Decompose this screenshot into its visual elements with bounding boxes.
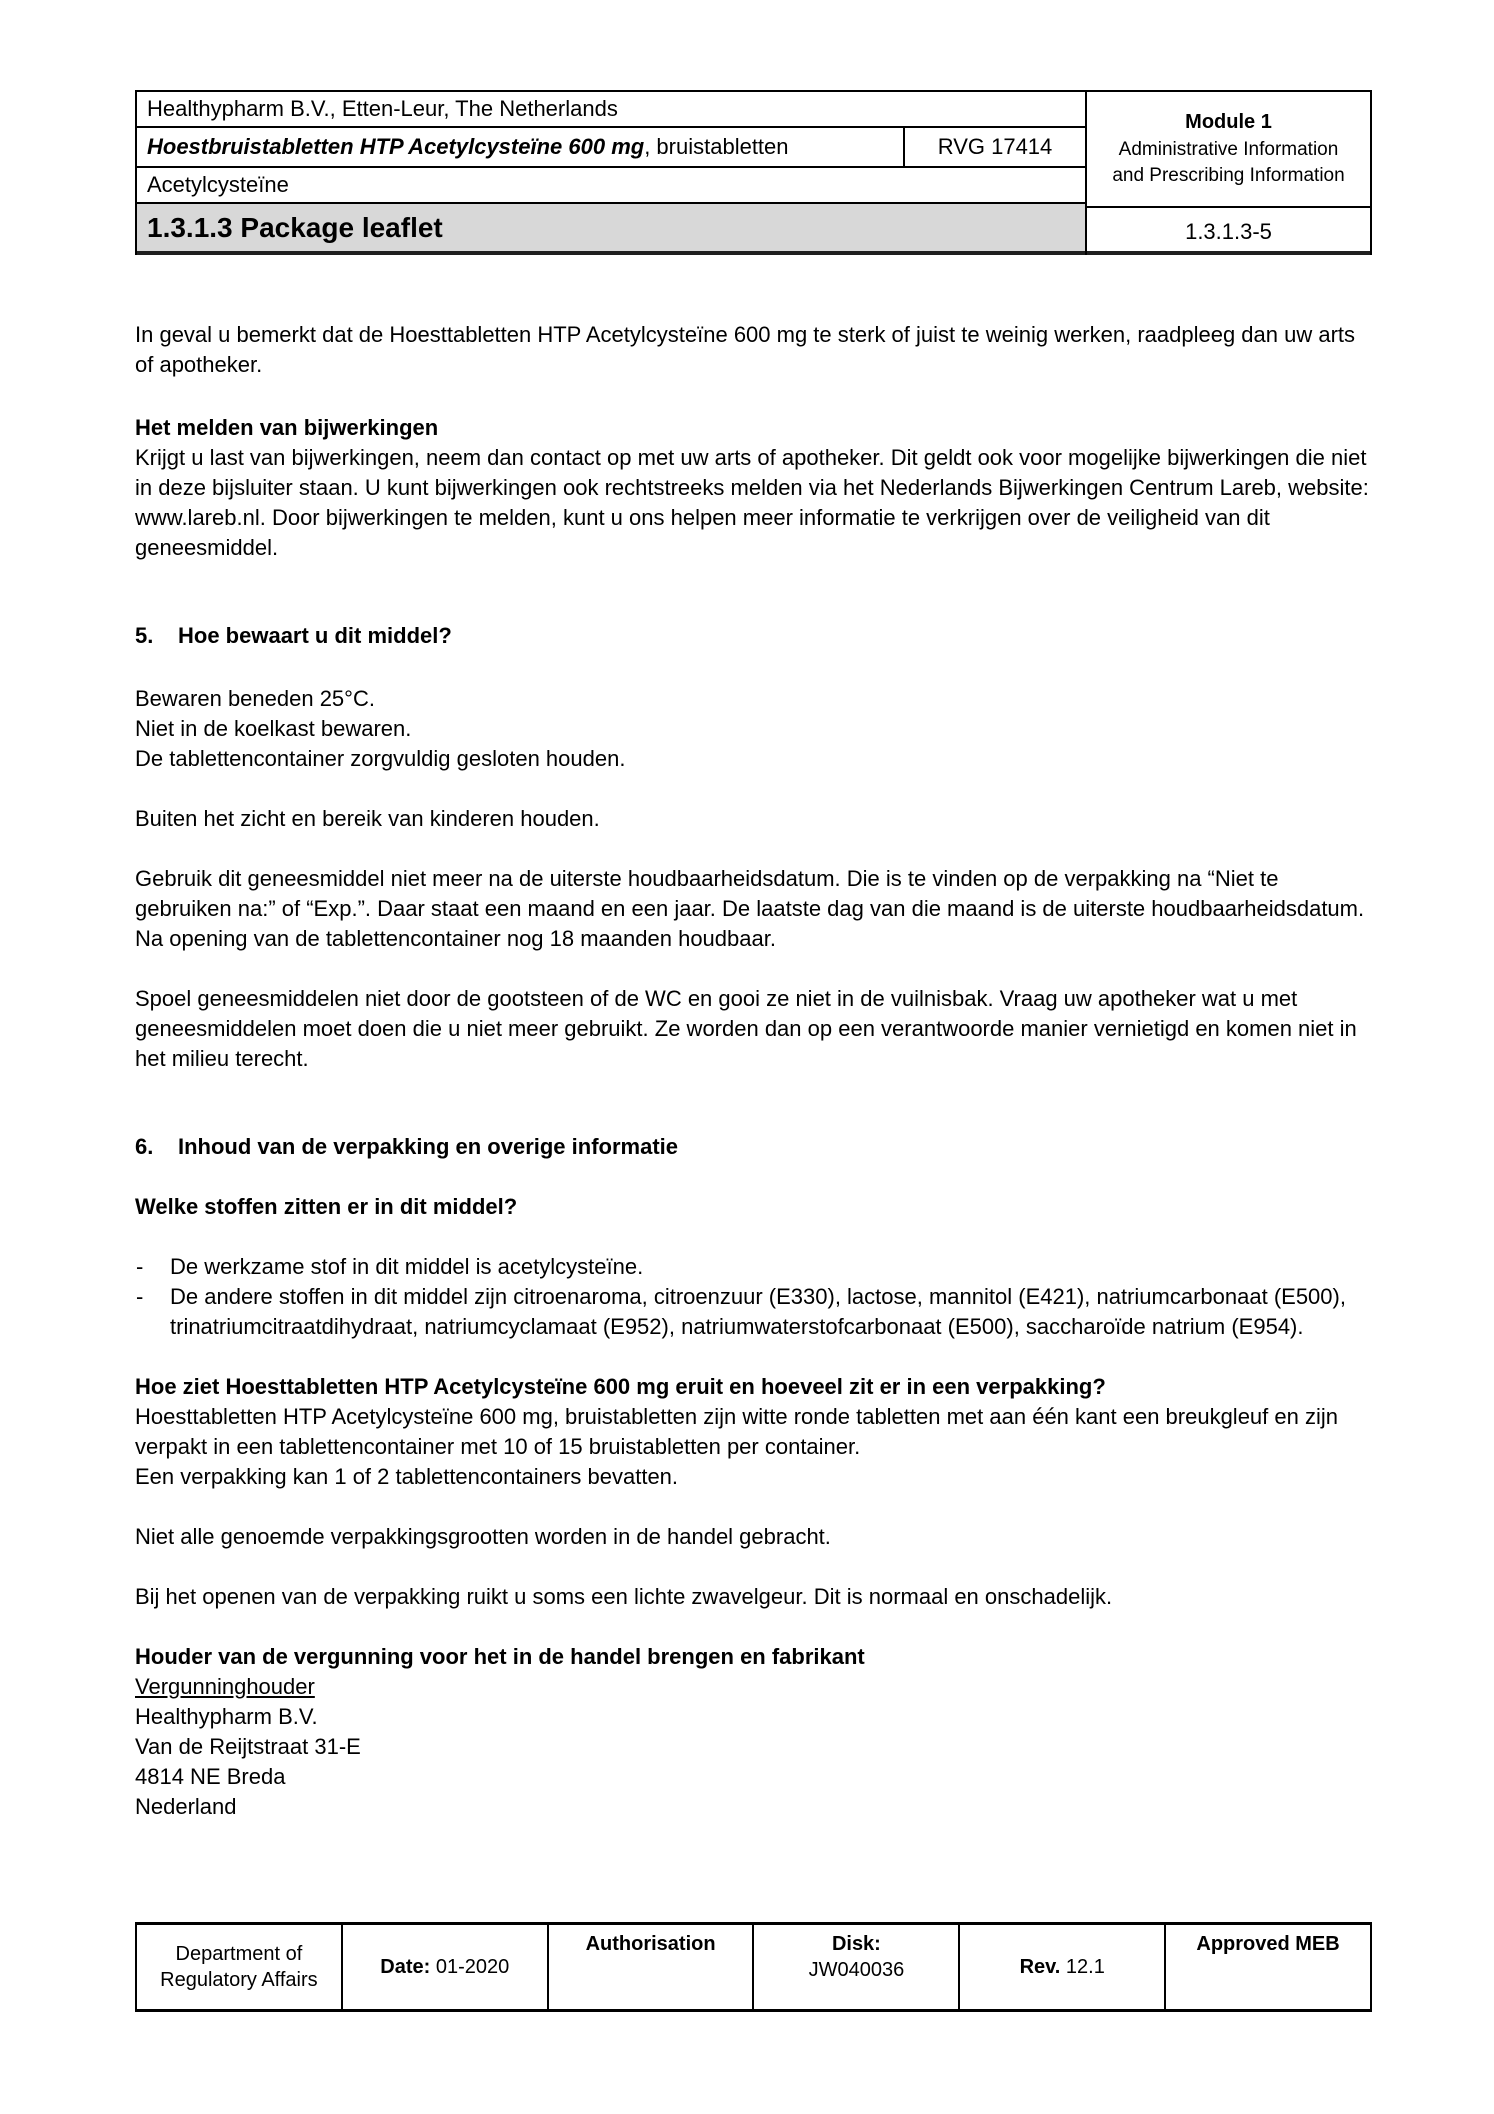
section-5-heading	[135, 621, 1372, 651]
active-substance: Acetylcysteïne	[147, 172, 289, 197]
document-header	[135, 90, 1372, 255]
module-title: Module 1	[1185, 111, 1272, 133]
company-row	[137, 92, 1085, 128]
bullet-text: De werkzame stof in dit middel is acetylcysteïne.	[170, 1254, 644, 1279]
package-leaflet-bar	[137, 204, 1085, 251]
product-name: Hoestbruistabletten HTP Acetylcysteïne 600 mg	[147, 134, 645, 159]
appearance-block	[135, 1372, 1372, 1492]
bullet-text: De andere stoffen in dit middel zijn citroenaroma, citroenzuur (E330), lactose, mannitol (E421), natriumcarbonaat (E500), trinatriumcitraatdihydraat, natriumcyclamaat (E952), natriumwaterstofcarbonaat (E500), saccharoïde natrium (E954).	[170, 1284, 1346, 1339]
holder-address-line: Healthypharm B.V.	[135, 1704, 318, 1729]
footer-disk-cell	[752, 1925, 958, 2009]
footer-authorisation-cell	[547, 1925, 753, 2009]
paragraph-expiry: Gebruik dit geneesmiddel niet meer na de uiterste houdbaarheidsdatum. Die is te vinden op de verpakking na “Niet te gebruiken na:” of “Exp.”. Daar staat een maand en een jaar. De laatste dag van die maand is de uiterste houdbaarheidsdatum.	[135, 866, 1365, 921]
holder-address-line: Nederland	[135, 1794, 237, 1819]
paragraph-not-marketed: Niet alle genoemde verpakkingsgrootten worden in de handel gebracht.	[135, 1524, 831, 1549]
paragraph-side-effects-reporting: Krijgt u last van bijwerkingen, neem dan contact op met uw arts of apotheker. Dit geldt ook voor mogelijke bijwerkingen die niet in deze bijsluiter staan. U kunt bijwerkingen ook rechtstreeks melden via het Nederlands Bijwerkingen Centrum Lareb, website: www.lareb.nl. Door bijwerkingen te melden, kunt u ons helpen meer informatie te verkrijgen over de veiligheid van dit geneesmiddel.	[135, 445, 1369, 560]
department-line2: Regulatory Affairs	[160, 1969, 318, 1991]
holder-address-line: Van de Reijtstraat 31-E	[135, 1734, 361, 1759]
paragraph-sulphur-smell: Bij het openen van de verpakking ruikt u soms een lichte zwavelgeur. Dit is normaal en onschadelijk.	[135, 1584, 1113, 1609]
approved-label: Approved MEB	[1196, 1933, 1340, 1955]
storage-instructions	[135, 684, 1372, 774]
paragraph-overdose: In geval u bemerkt dat de Hoesttabletten HTP Acetylcysteïne 600 mg te sterk of juist te weinig werken, raadpleeg dan uw arts of apotheker.	[135, 322, 1356, 377]
storage-line: Niet in de koelkast bewaren.	[135, 716, 412, 741]
company-name: Healthypharm B.V., Etten-Leur, The Netherlands	[147, 96, 618, 121]
paragraph-appearance: Hoesttabletten HTP Acetylcysteïne 600 mg, bruistabletten zijn witte ronde tabletten met aan één kant een breukgleuf en zijn verpakt in een tablettencontainer met 10 of 15 bruistabletten per container.	[135, 1404, 1338, 1459]
section-6-heading	[135, 1132, 1372, 1162]
paragraph-keep-away: Buiten het zicht en bereik van kinderen houden.	[135, 806, 600, 831]
disk-value: JW040036	[808, 1959, 905, 1981]
module-subtitle-line2: and Prescribing Information	[1112, 165, 1345, 186]
paragraph-after-opening: Na opening van de tablettencontainer nog 18 maanden houdbaar.	[135, 926, 776, 951]
page-reference-cell	[1085, 208, 1372, 255]
footer-revision-cell	[958, 1925, 1164, 2009]
paragraph-disposal: Spoel geneesmiddelen niet door de gootsteen of de WC en gooi ze niet in de vuilnisbak. Vraag uw apotheker wat u met geneesmiddelen moet doen die u niet meer gebruikt. Ze worden dan op een verantwoorde manier vernietigd en komen niet in het milieu terecht.	[135, 986, 1357, 1071]
module-box	[1085, 90, 1372, 208]
header-right-table	[1085, 90, 1372, 255]
section-label: 1.3.1.3 Package leaflet	[147, 211, 443, 243]
holder-block	[135, 1642, 1372, 1822]
date-label: Date:	[380, 1956, 431, 1978]
subheading-licence-holder: Vergunninghouder	[135, 1674, 315, 1699]
footer-date-cell	[341, 1925, 547, 2009]
section-6-title: Inhoud van de verpakking en overige informatie	[178, 1134, 679, 1159]
heading-composition: Welke stoffen zitten er in dit middel?	[135, 1194, 518, 1219]
storage-line: Bewaren beneden 25°C.	[135, 686, 375, 711]
heading-side-effects-reporting: Het melden van bijwerkingen	[135, 415, 439, 440]
holder-address-line: 4814 NE Breda	[135, 1764, 286, 1789]
footer-approved-cell	[1164, 1925, 1370, 2009]
product-row	[137, 128, 1085, 168]
list-item	[135, 1252, 1372, 1282]
heading-marketing-authorisation-holder: Houder van de vergunning voor het in de handel brengen en fabrikant	[135, 1644, 865, 1669]
list-item	[135, 1282, 1372, 1342]
section-5-number: 5.	[135, 623, 154, 648]
revision-value: Rev. 12.1	[1019, 1956, 1105, 1978]
storage-line: De tablettencontainer zorgvuldig gesloten houden.	[135, 746, 626, 771]
heading-appearance: Hoe ziet Hoesttabletten HTP Acetylcysteïne 600 mg eruit en hoeveel zit er in een verpakking?	[135, 1374, 1106, 1399]
composition-list	[135, 1252, 1372, 1342]
bullet-dash: -	[136, 1254, 144, 1279]
section-6-number: 6.	[135, 1134, 154, 1159]
module-subtitle-line1: Administrative Information	[1118, 139, 1339, 160]
bullet-dash: -	[136, 1284, 144, 1309]
product-name-cell	[137, 134, 903, 160]
substance-row	[137, 168, 1085, 204]
department-line1: Department of	[175, 1943, 303, 1965]
header-left-table	[135, 90, 1085, 255]
revision-label: Rev.	[1019, 1956, 1061, 1978]
disk-label: Disk:	[831, 1933, 881, 1955]
date-value: Date: 01-2020	[380, 1956, 510, 1978]
section-5-title: Hoe bewaart u dit middel?	[178, 623, 452, 648]
expiry-block	[135, 864, 1372, 954]
product-form: , bruistabletten	[644, 134, 789, 159]
leaflet-body	[135, 320, 1372, 1822]
approval-footer-table	[135, 1922, 1372, 2012]
footer-department-cell	[137, 1925, 341, 2009]
paragraph-pack-content: Een verpakking kan 1 of 2 tablettencontainers bevatten.	[135, 1464, 679, 1489]
page-reference: 1.3.1.3-5	[1185, 218, 1272, 244]
rvg-number-cell	[903, 128, 1085, 166]
rvg-number: RVG 17414	[937, 134, 1053, 159]
authorisation-label: Authorisation	[585, 1933, 716, 1955]
